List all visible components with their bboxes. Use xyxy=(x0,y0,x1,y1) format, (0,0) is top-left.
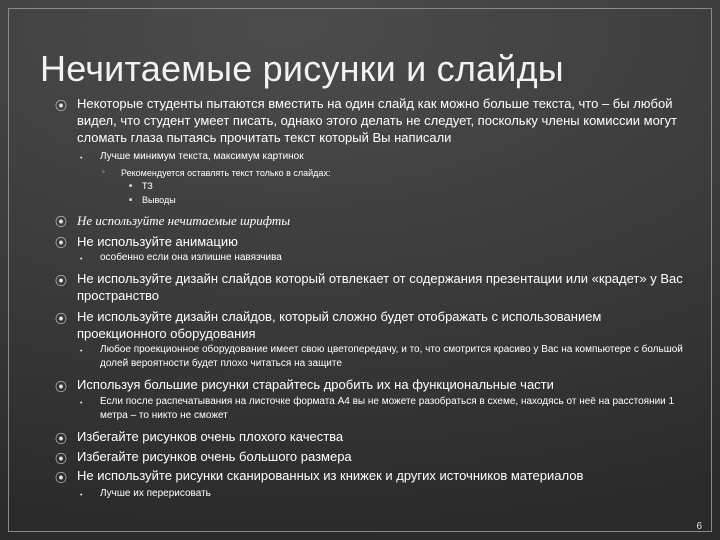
bullet-level1-icon: ⦿ xyxy=(55,215,68,229)
bullet-text-p6: Используя большие рисунки старайтесь дробить их на функциональные части xyxy=(77,377,554,392)
bullet-level1-icon: ⦿ xyxy=(55,312,68,326)
bullet-text-p6-sub: Если после распечатывания на листочке формата А4 вы не можете разобраться в схеме, находясь от неё на расстоянии 1 метра – то никто не сможет xyxy=(100,396,675,421)
bullet-text-p1-sub: Лучше минимум текста, максимум картинок xyxy=(100,151,304,162)
bullet-level2-icon: • xyxy=(80,348,83,355)
bullet-text-p4: Не используйте дизайн слайдов который отвлекает от содержания презентации или «крадет» у Вас пространство xyxy=(77,271,683,303)
bullet-text-p5: Не используйте дизайн слайдов, который сложно будет отображать с использованием проекционного оборудования xyxy=(77,309,602,341)
bullet-text-p1-sub-sub: Рекомендуется оставлять текст только в слайдах: xyxy=(121,168,331,178)
bullet-level4-icon: ■ xyxy=(129,197,133,203)
bullet-text-p8: Избегайте рисунков очень большого размера xyxy=(77,449,352,464)
bullet-text-p3: Не используйте анимацию xyxy=(77,234,238,249)
bullet-level2-icon: • xyxy=(80,155,83,162)
bullet-level2-icon: • xyxy=(80,492,83,499)
bullet-text-p3-sub: особенно если она излишне навязчива xyxy=(100,252,282,263)
bullet-text-p7: Избегайте рисунков очень плохого качества xyxy=(77,429,344,444)
bullet-level1-icon: ⦿ xyxy=(55,380,68,394)
bullet-level4-icon: ■ xyxy=(129,183,133,189)
bullet-level1-icon: ⦿ xyxy=(55,471,68,485)
bullet-text-p5-sub: Любое проекционное оборудование имеет свою цветопередачу, и то, что смотрится красиво у Вас на компьютере с большой долей вероятности будет плохо читаться на защите xyxy=(100,344,683,369)
slide-title: Нечитаемые рисунки и слайды xyxy=(40,48,564,89)
bullet-text-vyvody: Выводы xyxy=(142,195,176,205)
bullet-text-p1: Некоторые студенты пытаются вместить на один слайд как можно больше текста, что – бы любой видел, что студент умеет писать, однако этого делать не следует, поскольку члены комиссии могут сломать глаза пытаясь прочитать текст который Вы написали xyxy=(77,96,678,145)
bullet-level3-icon: ◦ xyxy=(102,167,105,176)
bullet-text-p9: Не используйте рисунки сканированных из книжек и других источников материалов xyxy=(77,468,584,483)
bullet-text-p2: Не используйте нечитаемые шрифты xyxy=(77,213,291,228)
bullet-level2-icon: • xyxy=(80,400,83,407)
bullet-level1-icon: ⦿ xyxy=(55,452,68,466)
bullet-level1-icon: ⦿ xyxy=(55,236,68,250)
bullet-level1-icon: ⦿ xyxy=(55,432,68,446)
bullet-level1-icon: ⦿ xyxy=(55,99,68,113)
bullet-level2-icon: • xyxy=(80,256,83,263)
bullet-text-tz: ТЗ xyxy=(142,181,153,191)
bullet-text-p9-sub: Лучше их перерисовать xyxy=(100,488,211,499)
bullet-level1-icon: ⦿ xyxy=(55,274,68,288)
page-number: 6 xyxy=(696,521,702,532)
